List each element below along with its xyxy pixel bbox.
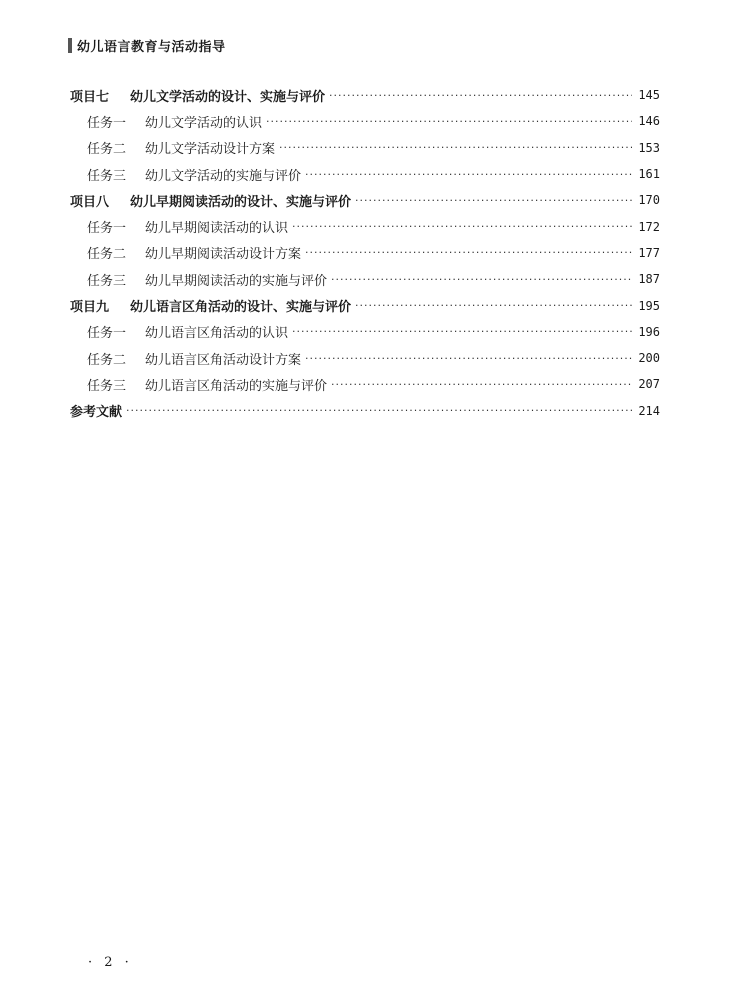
toc-dot-leader (292, 220, 632, 233)
running-header (68, 36, 226, 54)
toc-entry-task[interactable] (70, 213, 660, 239)
toc-entry-number: 任务一 (87, 221, 127, 237)
toc-entry-title: 幼儿早期阅读活动的实施与评价 (145, 273, 328, 289)
toc-entry-title: 幼儿语言区角活动的认识 (145, 326, 289, 342)
toc-entry-number: 任务二 (87, 142, 127, 158)
toc-entry-page: 200 (638, 351, 660, 366)
toc-entry-number: 任务三 (87, 168, 127, 184)
toc-entry-page: 146 (638, 114, 660, 129)
toc-entry-page: 214 (638, 403, 660, 418)
toc-dot-leader (331, 378, 632, 391)
toc-entry-page: 172 (638, 219, 660, 234)
toc-entry-project[interactable] (70, 398, 660, 424)
toc-dot-leader (292, 325, 632, 338)
toc-entry-title: 参考文献 (70, 405, 123, 421)
book-title: 幼儿语言教育与活动指导 (77, 39, 226, 55)
toc-entry-page: 207 (638, 377, 660, 392)
toc-entry-task[interactable] (70, 108, 660, 134)
toc-entry-task[interactable] (70, 240, 660, 266)
toc-entry-page: 195 (638, 298, 660, 313)
table-of-contents (70, 82, 660, 424)
toc-dot-leader (266, 115, 632, 128)
toc-entry-task[interactable] (70, 371, 660, 397)
toc-entry-project[interactable] (70, 187, 660, 213)
toc-dot-leader (279, 141, 632, 154)
toc-entry-project[interactable] (70, 82, 660, 108)
toc-entry-page: 170 (638, 193, 660, 208)
toc-dot-leader (305, 168, 632, 181)
toc-entry-title: 幼儿早期阅读活动设计方案 (145, 247, 302, 263)
toc-entry-project[interactable] (70, 292, 660, 318)
toc-dot-leader (355, 194, 632, 207)
toc-entry-page: 187 (638, 272, 660, 287)
toc-entry-title: 幼儿语言区角活动设计方案 (145, 352, 302, 368)
toc-entry-title: 幼儿文学活动的认识 (145, 115, 263, 131)
toc-dot-leader (329, 89, 632, 102)
toc-entry-title: 幼儿语言区角活动的设计、实施与评价 (130, 300, 352, 316)
toc-entry-number: 任务二 (87, 247, 127, 263)
toc-entry-task[interactable] (70, 319, 660, 345)
toc-entry-title: 幼儿早期阅读活动的设计、实施与评价 (130, 194, 352, 210)
toc-entry-task[interactable] (70, 135, 660, 161)
toc-entry-task[interactable] (70, 345, 660, 371)
toc-entry-task[interactable] (70, 266, 660, 292)
toc-entry-number: 项目八 (70, 194, 110, 210)
toc-dot-leader (355, 299, 632, 312)
toc-entry-page: 196 (638, 324, 660, 339)
toc-entry-number: 任务一 (87, 115, 127, 131)
toc-entry-title: 幼儿语言区角活动的实施与评价 (145, 378, 328, 394)
toc-entry-title: 幼儿文学活动的设计、实施与评价 (130, 89, 326, 105)
toc-entry-task[interactable] (70, 161, 660, 187)
toc-dot-leader (305, 246, 632, 259)
toc-entry-page: 145 (638, 88, 660, 103)
page-number: · 2 · (88, 955, 133, 970)
toc-entry-number: 项目九 (70, 300, 110, 316)
toc-entry-title: 幼儿文学活动的实施与评价 (145, 168, 302, 184)
toc-entry-number: 任务三 (87, 378, 127, 394)
toc-entry-title: 幼儿文学活动设计方案 (145, 142, 276, 158)
toc-entry-page: 153 (638, 140, 660, 155)
toc-entry-number: 任务三 (87, 273, 127, 289)
toc-dot-leader (331, 273, 632, 286)
toc-entry-page: 177 (638, 245, 660, 260)
toc-dot-leader (305, 352, 632, 365)
toc-entry-number: 任务一 (87, 326, 127, 342)
toc-dot-leader (126, 404, 632, 417)
header-bar-mark (68, 38, 72, 53)
toc-entry-title: 幼儿早期阅读活动的认识 (145, 221, 289, 237)
toc-entry-number: 任务二 (87, 352, 127, 368)
toc-entry-page: 161 (638, 167, 660, 182)
toc-entry-number: 项目七 (70, 89, 110, 105)
